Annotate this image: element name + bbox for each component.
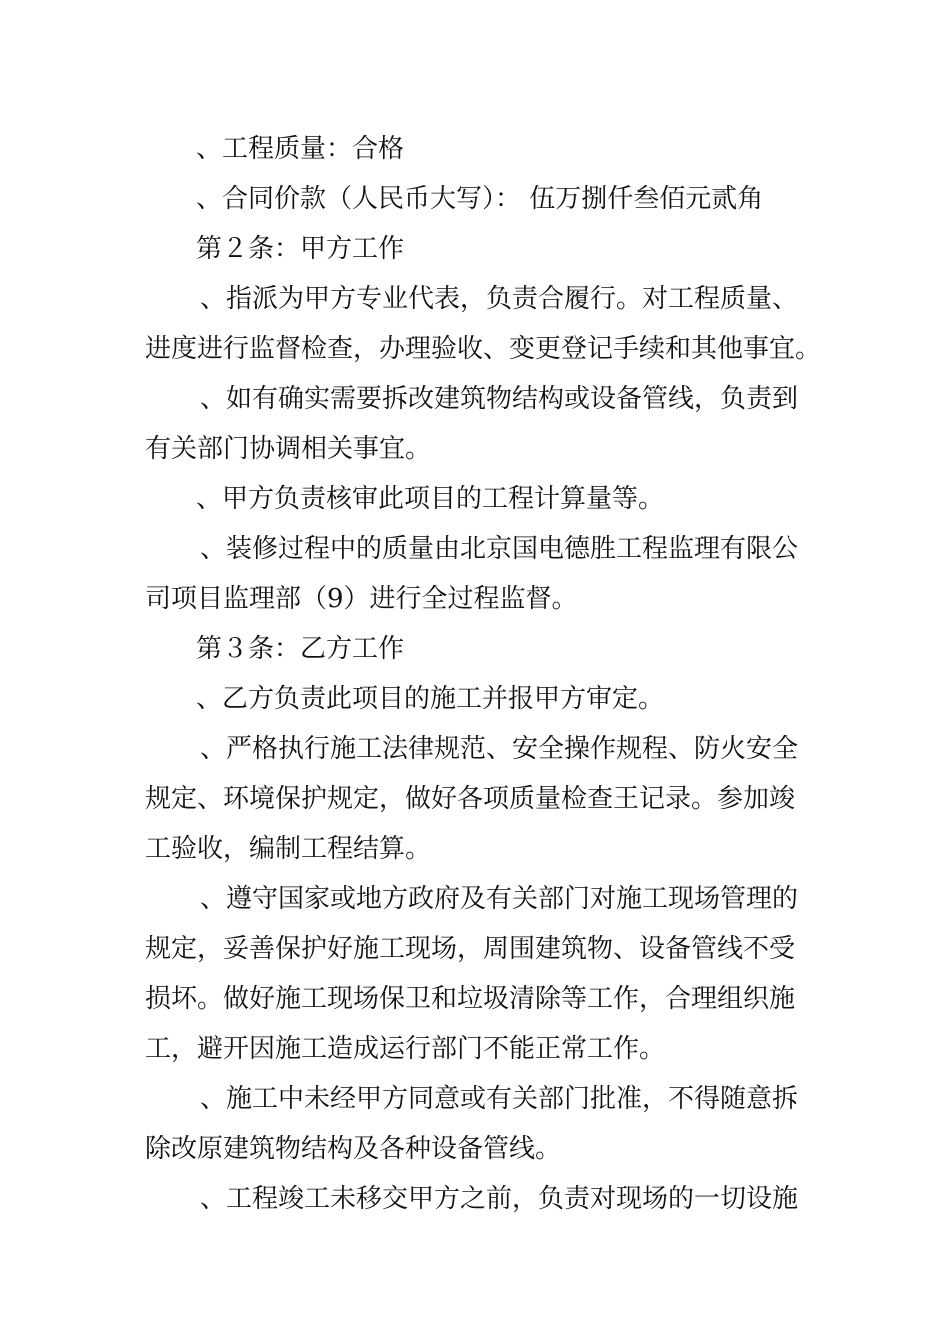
text-line: 规定，妥善保护好施工现场，周围建筑物、设备管线不受 [145,934,796,964]
text-line: 、甲方负责核审此项目的工程计算量等。 [196,484,665,514]
article-3-heading: 第３条：乙方工作 [196,634,405,664]
text-line: 、遵守国家或地方政府及有关部门对施工现场管理的 [200,884,799,914]
article-2-heading: 第２条：甲方工作 [196,234,405,264]
clause-price-line: 、合同价款（人民币大写）： 伍万捌仟叁佰元贰角 [196,184,764,214]
text-line: 、乙方负责此项目的施工并报甲方审定。 [196,684,665,714]
text-line: 有关部门协调相关事宜。 [145,434,432,464]
text-line: 规定、环境保护规定，做好各项质量检查王记录。参加竣 [145,784,796,814]
text-line: 、装修过程中的质量由北京国电德胜工程监理有限公 [200,534,799,564]
text-line: 损坏。做好施工现场保卫和垃圾清除等工作，合理组织施 [145,984,796,1014]
text-line: 工验收，编制工程结算。 [145,834,432,864]
text-line: 、工程竣工未移交甲方之前，负责对现场的一切设施 [200,1184,799,1214]
text-line: 司项目监理部（9）进行全过程监督。 [145,584,578,614]
text-line: 、如有确实需要拆改建筑物结构或设备管线，负责到 [200,384,799,414]
text-line: 、严格执行施工法律规范、安全操作规程、防火安全 [200,734,799,764]
text-line: 、施工中未经甲方同意或有关部门批准，不得随意拆 [200,1084,799,1114]
text-line: 进度进行监督检查，办理验收、变更登记手续和其他事宜。 [145,334,822,364]
text-line: 工，避开因施工造成运行部门不能正常工作。 [145,1034,666,1064]
text-line: 除改原建筑物结构及各种设备管线。 [145,1134,562,1164]
clause-quality-line: 、工程质量：合格 [196,134,405,164]
text-line: 、指派为甲方专业代表，负责合履行。对工程质量、 [200,284,799,314]
